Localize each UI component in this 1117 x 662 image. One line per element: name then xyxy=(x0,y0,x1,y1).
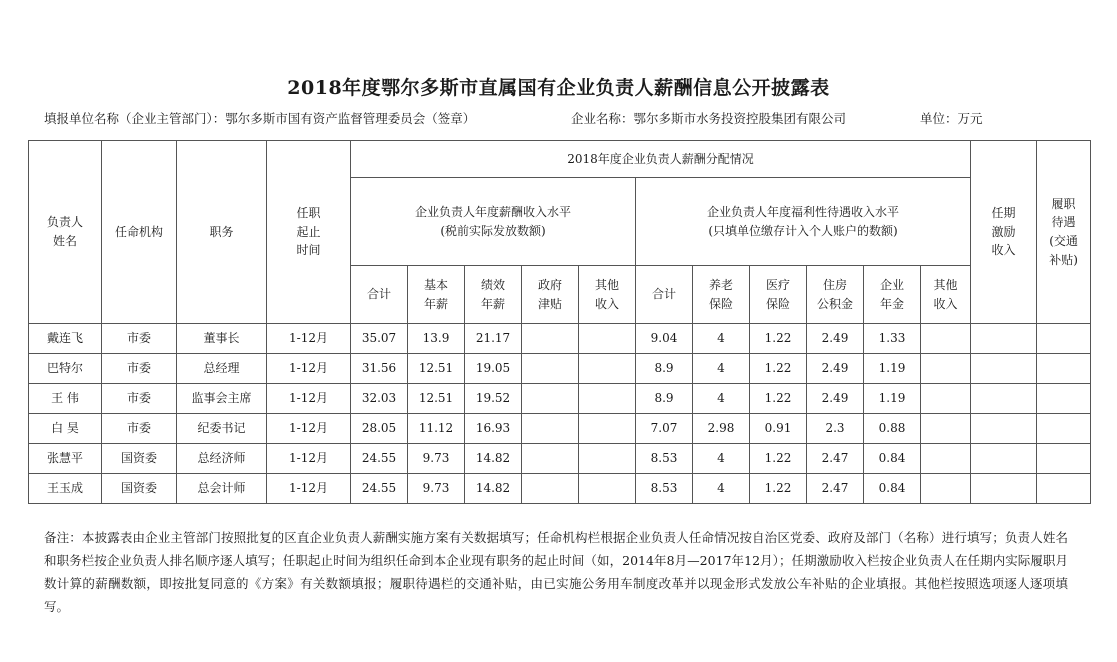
header-term: 任职 起止 时间 xyxy=(267,141,351,324)
header-base-salary: 基本 年薪 xyxy=(408,266,465,324)
header-name: 负责人 姓名 xyxy=(29,141,102,324)
table-row: 戴连飞 市委 董事长 1-12月 35.07 13.9 21.17 9.04 4 1.22 2.49 1.33 xyxy=(29,324,1091,354)
table-row: 白 昊 市委 纪委书记 1-12月 28.05 11.12 16.93 7.07 2.98 0.91 2.3 0.88 xyxy=(29,414,1091,444)
header-distribution: 2018年度企业负责人薪酬分配情况 xyxy=(351,141,971,178)
header-salary-group: 企业负责人年度薪酬收入水平 (税前实际发放数额) xyxy=(351,178,636,266)
header-performance-salary: 绩效 年薪 xyxy=(465,266,522,324)
header-annuity: 企业 年金 xyxy=(864,266,921,324)
header-gov-allowance: 政府 津贴 xyxy=(522,266,579,324)
header-welfare-group: 企业负责人年度福利性待遇收入水平 (只填单位缴存计入个人账户的数额) xyxy=(636,178,971,266)
header-position: 职务 xyxy=(177,141,267,324)
remarks-note: 备注：本披露表由企业主管部门按照批复的区直企业负责人薪酬实施方案有关数据填写；任命机构栏根据企业负责人任命情况按自治区党委、政府及部门（名称）进行填写；负责人姓名和职务栏按企业负责人排名顺序逐人填写；任职起止时间为组织任命到本企业现有职务的起止时间（如，2014年8月—2017年12月）；任期激励收入栏按企业负责人在任期内实际履职月数计算的薪酬数额，即按批复同意的《方案》有关数额填报；履职待遇栏的交通补贴，由已实施公务用车制度改革并以现金形式发放公车补贴的企业填报。其他栏按照选项逐人逐项填写。 xyxy=(44,530,1068,614)
table-row: 巴特尔 市委 总经理 1-12月 31.56 12.51 19.05 8.9 4 1.22 2.49 1.19 xyxy=(29,354,1091,384)
filler-unit: 填报单位名称（企业主管部门）：鄂尔多斯市国有资产监督管理委员会（签章） xyxy=(44,111,476,126)
header-total: 合计 xyxy=(351,266,408,324)
table-row: 王 伟 市委 监事会主席 1-12月 32.03 12.51 19.52 8.9 4 1.22 2.49 1.19 xyxy=(29,384,1091,414)
header-pension: 养老 保险 xyxy=(693,266,750,324)
unit-label: 单位：万元 xyxy=(920,111,983,126)
header-medical: 医疗 保险 xyxy=(750,266,807,324)
table-row: 王玉成 国资委 总会计师 1-12月 24.55 9.73 14.82 8.53 4 1.22 2.47 0.84 xyxy=(29,474,1091,504)
page-title: 2018年度鄂尔多斯市直属国有企业负责人薪酬信息公开披露表 xyxy=(287,77,830,99)
header-duty-allowance: 履职 待遇 (交通 补贴) xyxy=(1037,141,1091,324)
header-org: 任命机构 xyxy=(102,141,177,324)
header-welfare-other: 其他 收入 xyxy=(921,266,971,324)
header-housing-fund: 住房 公积金 xyxy=(807,266,864,324)
header-incentive: 任期 激励 收入 xyxy=(971,141,1037,324)
header-other-income: 其他 收入 xyxy=(579,266,636,324)
table-row: 张慧平 国资委 总经济师 1-12月 24.55 9.73 14.82 8.53 4 1.22 2.47 0.84 xyxy=(29,444,1091,474)
salary-table xyxy=(28,140,1091,504)
header-welfare-total: 合计 xyxy=(636,266,693,324)
company-name: 企业名称：鄂尔多斯市水务投资控股集团有限公司 xyxy=(571,111,847,126)
